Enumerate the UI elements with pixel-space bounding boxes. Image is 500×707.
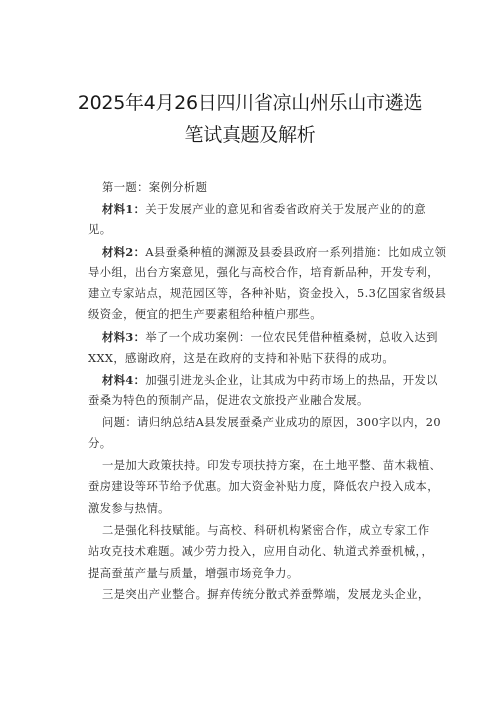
body-line xyxy=(88,566,434,582)
body-line-text: XXX，感谢政府，这是在政府的支持和补贴下获得的成功。 xyxy=(88,352,395,365)
body-line-text: 一是加大政策扶持。印发专项扶持方案，在土地平整、苗木栽植、 xyxy=(102,459,442,472)
body-line xyxy=(88,544,434,560)
body-line-text: 级资金，便宜的把生产要素租给种植户那些。 xyxy=(88,308,322,321)
body-line xyxy=(102,458,442,474)
material-label: 材料4： xyxy=(102,373,146,387)
body-line xyxy=(88,222,434,238)
body-line-text: 激发参与热情。 xyxy=(88,502,170,515)
body-line-text: 加强引进龙头企业，让其成为中药市场上的热品，开发以 xyxy=(145,374,438,387)
body-line-text: 三是突出产业整合。摒弃传统分散式养蚕弊端，发展龙头企业， xyxy=(102,588,430,601)
body-line xyxy=(102,415,441,431)
material-label: 材料3： xyxy=(102,330,146,344)
body-line xyxy=(88,351,434,367)
body-line xyxy=(88,286,447,302)
body-line-text: 二是强化科技赋能。与高校、科研机构紧密合作，成立专家工作 xyxy=(102,524,430,537)
body-line-text: A县蚕桑种植的渊源及县委县政府一系列措施：比如成立领 xyxy=(145,246,447,259)
body-line xyxy=(102,201,434,218)
material-label: 材料2： xyxy=(102,245,146,259)
body-line xyxy=(102,180,434,196)
body-line xyxy=(88,265,439,281)
body-line xyxy=(102,244,447,261)
body-line xyxy=(88,501,434,517)
material-label: 材料1： xyxy=(102,202,146,216)
body-line-text: 导小组，出台方案意见，强化与高校合作，培育新品种，开发专利， xyxy=(88,266,439,279)
body-line-text: 举了一个成功案例：一位农民凭借种植桑树，总收入达到 xyxy=(145,331,438,344)
body-line-text: 建立专家站点，规范园区等，各种补贴，资金投入，5.3亿国家省级县 xyxy=(88,287,447,300)
body-line-text: 蚕桑为特色的预制产品，促进农文旅投产业融合发展。 xyxy=(88,394,369,407)
body-line-text: 分。 xyxy=(88,437,112,450)
body-line xyxy=(88,393,434,409)
body-line-text: 关于发展产业的意见和省委省政府关于发展产业的的意 xyxy=(145,203,427,216)
body-line-text: 蚕房建设等环节给予优惠。加大资金补贴力度，降低农户投入成本， xyxy=(88,480,439,493)
body-line-text: 见。 xyxy=(88,223,112,236)
body-line xyxy=(102,372,438,389)
body-line-text: 第一题：案例分析题 xyxy=(102,181,208,194)
body-line xyxy=(102,329,438,346)
document-title-line-1: 2025年4月26日四川省凉山州乐山市遴选 xyxy=(77,92,423,114)
body-line xyxy=(88,436,434,452)
body-line xyxy=(102,523,434,539)
body-line-text: 提高蚕茧产量与质量，增强市场竞争力。 xyxy=(88,567,299,580)
body-line xyxy=(88,307,434,323)
body-line xyxy=(88,479,439,495)
document-title-line-2: 笔试真题及解析 xyxy=(184,124,316,146)
body-line xyxy=(102,587,434,603)
body-line-text: 问题：请归纳总结A县发展蚕桑产业成功的原因，300字以内，20 xyxy=(102,416,441,429)
body-line-text: 站攻克技术难题。减少劳力投入，应用自动化、轨道式养蚕机械，， xyxy=(88,545,434,558)
